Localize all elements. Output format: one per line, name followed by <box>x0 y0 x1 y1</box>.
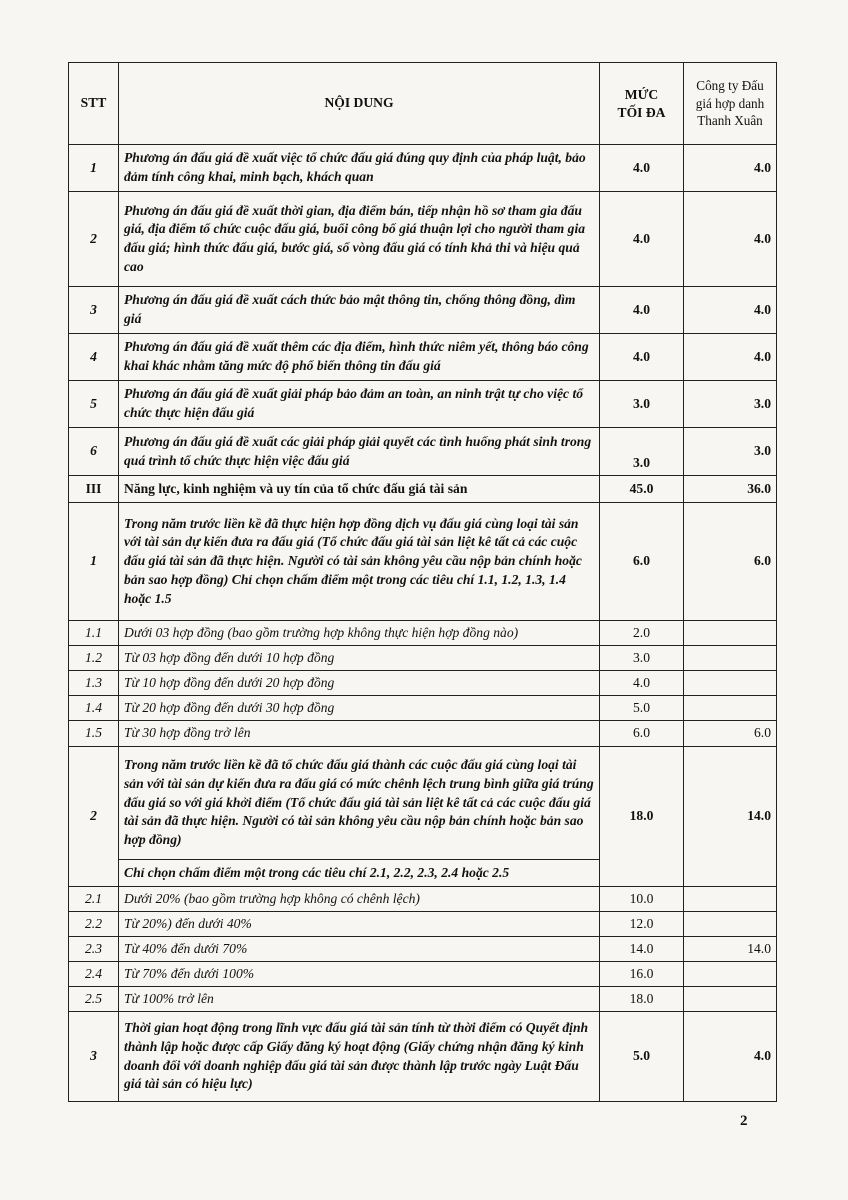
header-content: NỘI DUNG <box>119 63 600 145</box>
row-max-score: 45.0 <box>600 476 684 503</box>
table-row <box>69 646 777 671</box>
row-score: 3.0 <box>684 381 777 428</box>
row-content: Từ 03 hợp đồng đến dưới 10 hợp đồng <box>119 646 600 671</box>
row-max-score: 14.0 <box>600 937 684 962</box>
row-score: 4.0 <box>684 1012 777 1102</box>
row-content: Dưới 20% (bao gồm trường hợp không có chênh lệch) <box>119 887 600 912</box>
row-max-score: 4.0 <box>600 145 684 192</box>
header-max-score <box>600 63 684 145</box>
row-content: Từ 100% trở lên <box>119 987 600 1012</box>
row-max-score: 3.0 <box>600 428 684 476</box>
row-stt: 5 <box>69 381 119 428</box>
row-score <box>684 671 777 696</box>
row-score <box>684 621 777 646</box>
row-content: Từ 20%) đến dưới 40% <box>119 912 600 937</box>
row-stt: 2 <box>69 192 119 287</box>
table-row <box>69 192 777 287</box>
table-row <box>69 671 777 696</box>
row-stt: 1 <box>69 145 119 192</box>
row-stt: 2 <box>69 747 119 887</box>
row-score <box>684 646 777 671</box>
row-score: 4.0 <box>684 145 777 192</box>
header-company-line3: Thanh Xuân <box>697 113 763 129</box>
row-content: Từ 70% đến dưới 100% <box>119 962 600 987</box>
row-content: Năng lực, kinh nghiệm và uy tín của tổ chức đấu giá tài sản <box>119 476 600 503</box>
row-max-score: 2.0 <box>600 621 684 646</box>
row-stt: 2.3 <box>69 937 119 962</box>
row-content: Dưới 03 hợp đồng (bao gồm trường hợp không thực hiện hợp đồng nào) <box>119 621 600 646</box>
row-max-score: 4.0 <box>600 287 684 334</box>
table-row <box>69 428 777 476</box>
row-content: Phương án đấu giá đề xuất giải pháp bảo đảm an toàn, an ninh trật tự cho việc tổ chức thực hiện đấu giá <box>119 381 600 428</box>
row-stt: 2.2 <box>69 912 119 937</box>
table-row <box>69 696 777 721</box>
header-stt: STT <box>69 63 119 145</box>
row-content: Thời gian hoạt động trong lĩnh vực đấu giá tài sản tính từ thời điểm có Quyết định thành lập hoặc được cấp Giấy đăng ký hoạt động (Giấy chứng nhận đăng ký kinh doanh đối với doanh nghiệp đấu giá tài sản được thành lập trước ngày Luật Đấu giá tài sản có hiệu lực) <box>119 1012 600 1102</box>
table-row <box>69 381 777 428</box>
row-max-score: 4.0 <box>600 671 684 696</box>
row-max-score: 4.0 <box>600 334 684 381</box>
header-max-line1: MỨC <box>624 86 659 102</box>
row-stt: 1.3 <box>69 671 119 696</box>
row-content: Phương án đấu giá đề xuất thời gian, địa điểm bán, tiếp nhận hồ sơ tham gia đấu giá, địa điểm tổ chức cuộc đấu giá, buổi công bố giá thuận lợi cho người tham gia đấu giá; hình thức đấu giá, bước giá, số vòng đấu giá có tính khả thi và hiệu quả cao <box>119 192 600 287</box>
row-stt: 1 <box>69 503 119 621</box>
row-stt: 2.5 <box>69 987 119 1012</box>
row-max-score: 3.0 <box>600 646 684 671</box>
row-content-note: Chỉ chọn chấm điểm một trong các tiêu chí 2.1, 2.2, 2.3, 2.4 hoặc 2.5 <box>119 860 600 887</box>
page-number: 2 <box>740 1113 748 1129</box>
row-content: Từ 40% đến dưới 70% <box>119 937 600 962</box>
table-row <box>69 721 777 747</box>
row-score: 6.0 <box>684 503 777 621</box>
row-max-score: 6.0 <box>600 721 684 747</box>
row-stt: 3 <box>69 1012 119 1102</box>
header-company-line2: giá hợp danh <box>695 95 765 111</box>
header-max-line2: TỐI ĐA <box>617 104 666 120</box>
row-score: 4.0 <box>684 287 777 334</box>
row-stt: III <box>69 476 119 503</box>
table-row-section <box>69 476 777 503</box>
row-stt: 4 <box>69 334 119 381</box>
row-stt: 2.1 <box>69 887 119 912</box>
row-stt: 1.2 <box>69 646 119 671</box>
row-score: 4.0 <box>684 192 777 287</box>
row-max-score: 5.0 <box>600 696 684 721</box>
row-max-score: 6.0 <box>600 503 684 621</box>
row-max-score: 16.0 <box>600 962 684 987</box>
table-row <box>69 145 777 192</box>
row-score: 14.0 <box>684 937 777 962</box>
table-row <box>69 962 777 987</box>
table-row <box>69 503 777 621</box>
row-score: 3.0 <box>684 428 777 476</box>
header-company-line1: Công ty Đấu <box>696 77 764 93</box>
evaluation-table <box>68 62 777 1102</box>
row-stt: 2.4 <box>69 962 119 987</box>
row-stt: 3 <box>69 287 119 334</box>
table-row <box>69 912 777 937</box>
table-header-row <box>69 63 777 145</box>
table-row <box>69 987 777 1012</box>
row-stt: 1.4 <box>69 696 119 721</box>
row-max-score: 18.0 <box>600 747 684 887</box>
table-row <box>69 287 777 334</box>
row-content: Phương án đấu giá đề xuất thêm các địa điểm, hình thức niêm yết, thông báo công khai khác nhằm tăng mức độ phổ biến thông tin đấu giá <box>119 334 600 381</box>
row-score <box>684 962 777 987</box>
table-row <box>69 887 777 912</box>
row-content: Phương án đấu giá đề xuất các giải pháp giải quyết các tình huống phát sinh trong quá trình tổ chức thực hiện việc đấu giá <box>119 428 600 476</box>
row-max-score: 12.0 <box>600 912 684 937</box>
header-company <box>684 63 777 145</box>
row-content: Trong năm trước liền kề đã tổ chức đấu giá thành các cuộc đấu giá cùng loại tài sản với tài sản dự kiến đưa ra đấu giá có mức chênh lệch trung bình giữa giá trúng đấu giá so với giá khởi điểm (Tổ chức đấu giá tài sản liệt kê tất cả các cuộc đấu giá tài sản đã thực hiện. Người có tài sản không yêu cầu nộp bản chính hoặc bản sao hợp đồng) <box>119 747 600 860</box>
row-content: Phương án đấu giá đề xuất việc tổ chức đấu giá đúng quy định của pháp luật, bảo đảm tính công khai, minh bạch, khách quan <box>119 145 600 192</box>
row-stt: 1.5 <box>69 721 119 747</box>
table-row <box>69 1012 777 1102</box>
row-score: 6.0 <box>684 721 777 747</box>
table-row <box>69 334 777 381</box>
row-score: 36.0 <box>684 476 777 503</box>
row-max-score: 18.0 <box>600 987 684 1012</box>
row-score <box>684 696 777 721</box>
row-score <box>684 987 777 1012</box>
row-content: Phương án đấu giá đề xuất cách thức bảo mật thông tin, chống thông đồng, dìm giá <box>119 287 600 334</box>
table-row <box>69 621 777 646</box>
row-content: Trong năm trước liền kề đã thực hiện hợp đồng dịch vụ đấu giá cùng loại tài sản với tài sản dự kiến đưa ra đấu giá (Tổ chức đấu giá tài sản liệt kê tất cả các cuộc đấu giá tài sản đã thực hiện. Người có tài sản không yêu cầu nộp bản chính hoặc bản sao hợp đồng) Chỉ chọn chấm điểm một trong các tiêu chí 1.1, 1.2, 1.3, 1.4 hoặc 1.5 <box>119 503 600 621</box>
row-score: 4.0 <box>684 334 777 381</box>
row-max-score: 4.0 <box>600 192 684 287</box>
table-row <box>69 937 777 962</box>
row-stt: 1.1 <box>69 621 119 646</box>
row-content: Từ 30 hợp đồng trở lên <box>119 721 600 747</box>
row-max-score: 10.0 <box>600 887 684 912</box>
row-content: Từ 20 hợp đồng đến dưới 30 hợp đồng <box>119 696 600 721</box>
row-stt: 6 <box>69 428 119 476</box>
table-row <box>69 747 777 860</box>
row-content: Từ 10 hợp đồng đến dưới 20 hợp đồng <box>119 671 600 696</box>
row-max-score: 5.0 <box>600 1012 684 1102</box>
row-score: 14.0 <box>684 747 777 887</box>
row-max-score: 3.0 <box>600 381 684 428</box>
row-score <box>684 887 777 912</box>
row-score <box>684 912 777 937</box>
